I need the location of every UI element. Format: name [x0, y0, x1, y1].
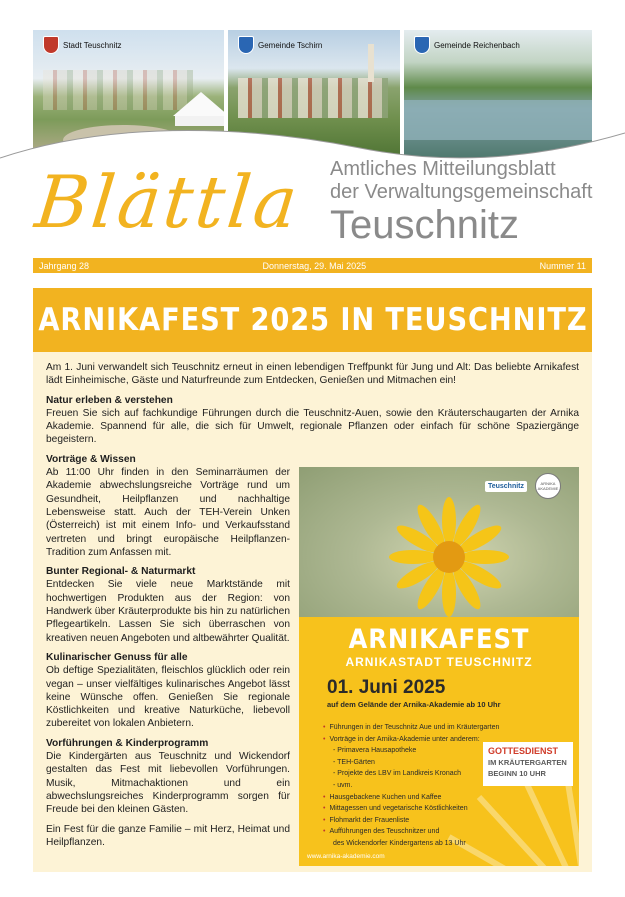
article-box — [33, 288, 592, 872]
photo-caption — [43, 36, 122, 54]
arnica-flower-icon — [389, 497, 509, 617]
church-tower-shape — [368, 44, 374, 82]
photo-detail — [43, 70, 193, 110]
article-closing: Ein Fest für die ganze Familie – mit Herz, Heimat und Heilpflanzen. — [46, 823, 290, 848]
program-item: • Vorträge in der Arnika-Akademie unter anderem: — [323, 734, 499, 746]
section-text: Freuen Sie sich auf fachkundige Führungen durch die Teuschnitz-Auen, sowie den Kräuterschaugarten der Arnika Akademie. Spannend für alle, die sich für Umwelt, regionale Pflanzen oder einfach für schöne Spaziergänge begeistern. — [46, 407, 579, 446]
article-intro: Am 1. Juni verwandelt sich Teuschnitz erneut in einen lebendigen Treffpunkt für Jung und Alt: Das beliebte Arnikafest lädt Einheimische, Gäste und Naturfreunde zum Entdecken, Genießen und Mitmachen ein! — [46, 362, 579, 387]
issue-number: Nummer 11 — [539, 260, 586, 271]
issue-info-bar — [33, 258, 592, 273]
section-text: Ab 11:00 Uhr finden in den Seminarräumen der Akademie abwechslungsreiche Vorträge rund um Gesundheit, Heilpflanzen und nachhaltige Lebensweise statt. Auch der TEH-Verein Unken (Österreich) ist mit einem Info- und Verkaufsstand vertreten und bringt europäische Heilpflanzen-Tradition zum Anfassen mit. — [46, 467, 290, 558]
issue-date: Donnerstag, 29. Mai 2025 — [262, 260, 367, 271]
section-heading: Vorträge & Wissen — [46, 453, 136, 465]
program-subitem: - Primavera Hausapotheke — [333, 747, 417, 755]
poster-location: auf dem Gelände der Arnika-Akademie ab 10 Uhr — [327, 700, 501, 709]
program-subitem: - TEH-Gärten — [333, 758, 375, 766]
section-text: Die Kindergärten aus Teuschnitz und Wickendorf gestalten das Fest mit liebevollen Vorführungen. Musik, Mitmachaktionen und ein abwechslungsreiches Kinderprogramm sorgen für Freude bei den kleinen Gästen. — [46, 751, 290, 816]
masthead-subtitle — [330, 158, 592, 204]
arnika-akademie-logo: ARNIKA AKADEMIE — [535, 473, 561, 499]
masthead-logo: Blättla — [31, 160, 305, 244]
program-subitem: des Wickendorfer Kindergartens ab 13 Uhr — [333, 839, 466, 847]
program-subitem: - Projekte des LBV im Landkreis Kronach — [333, 770, 462, 778]
service-line: BEGINN 10 UHR — [488, 769, 546, 778]
section-heading: Vorführungen & Kinderprogramm — [46, 737, 209, 749]
poster-subtitle: ARNIKASTADT TEUSCHNITZ — [345, 655, 533, 669]
photo-detail — [238, 78, 388, 118]
photo-caption-text: Gemeinde Reichenbach — [434, 40, 520, 50]
crest-icon — [414, 36, 430, 54]
poster-program-list — [323, 722, 499, 850]
article-column — [46, 453, 290, 849]
photo-caption-text: Stadt Teuschnitz — [63, 40, 122, 50]
section-text: Entdecken Sie viele neue Marktstände mit hochwertigen Produkten aus der Region: von Handwerk über Kräuterprodukte bis hin zu natürlichen Pflegeartikeln. Lassen Sie sich überraschen von kreativen neuen Angeboten und altbewährter Qualität. — [46, 579, 290, 644]
section-text: Ob deftige Spezialitäten, fleischlos glücklich oder rein vegan – unser vielfältiges kulinarisches Angebot lässt keine Wünsche offen. Genießen Sie regionale Köstlichkeiten und kreative Naturküche, liebevoll zubereitet von lokalen Anbietern. — [46, 665, 290, 730]
poster-title: ARNIKAFEST — [348, 624, 530, 655]
program-item: • Hausgebackene Kuchen und Kaffee — [323, 792, 499, 804]
program-item: • Führungen in der Teuschnitz Aue und im Kräutergarten — [323, 722, 499, 734]
photo-caption — [414, 36, 520, 54]
crest-icon — [238, 36, 254, 54]
poster-url: www.arnika-akademie.com — [307, 853, 385, 860]
subtitle-line: Amtliches Mitteilungsblatt — [330, 158, 556, 180]
teuschnitz-logo: Teuschnitz — [485, 481, 527, 492]
service-line: IM KRÄUTERGARTEN — [488, 758, 567, 767]
issue-volume: Jahrgang 28 — [39, 260, 90, 271]
program-item: • Aufführungen des Teuschnitzer und — [323, 826, 499, 838]
photo-caption-text: Gemeinde Tschirn — [258, 40, 323, 50]
section-heading: Natur erleben & verstehen — [46, 394, 173, 406]
section-heading: Kulinarischer Genuss für alle — [46, 651, 188, 663]
photo-caption — [238, 36, 322, 54]
article-banner — [33, 288, 592, 352]
poster-logos — [485, 473, 561, 499]
pavilion-shape — [173, 92, 224, 116]
event-poster — [299, 467, 579, 866]
crest-icon — [43, 36, 59, 54]
program-item: • Mittagessen und vegetarische Köstlichkeiten — [323, 803, 499, 815]
article-title: ARNIKAFEST 2025 IN TEUSCHNITZ — [37, 302, 588, 338]
poster-date: 01. Juni 2025 — [327, 677, 446, 698]
masthead-town: Teuschnitz — [330, 203, 519, 247]
section-heading: Bunter Regional- & Naturmarkt — [46, 566, 196, 578]
service-title: GOTTESDIENST — [488, 746, 559, 756]
program-item: • Flohmarkt der Frauenliste — [323, 815, 499, 827]
service-info-box — [483, 742, 573, 786]
subtitle-line: der Verwaltungsgemeinschaft — [330, 181, 593, 203]
program-subitem: - uvm. — [333, 781, 353, 789]
